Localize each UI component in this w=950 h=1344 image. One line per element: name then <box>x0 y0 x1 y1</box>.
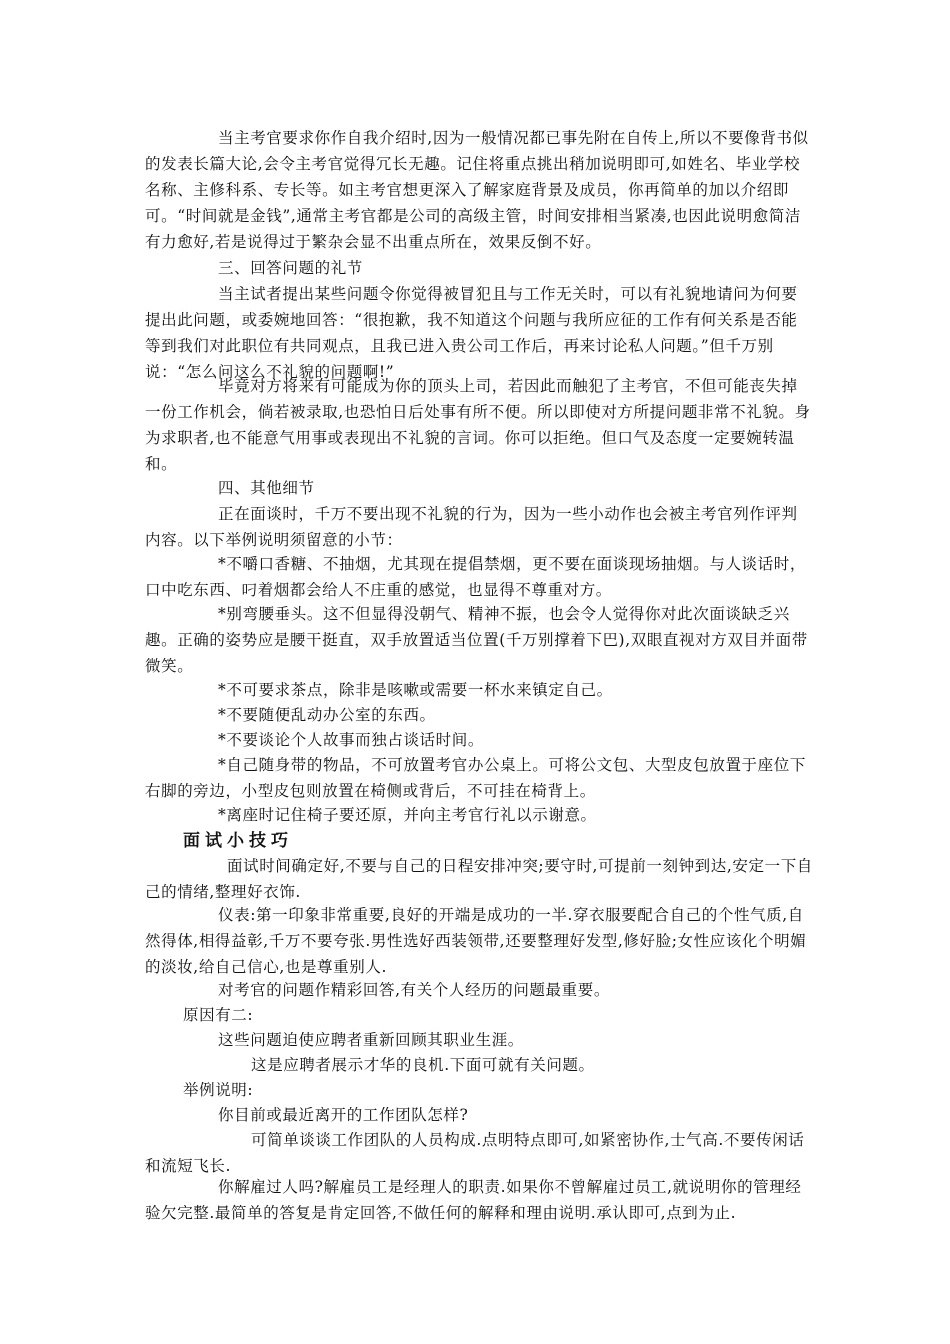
paragraph-answer-questions: 对考官的问题作精彩回答,有关个人经历的问题最重要。 <box>218 981 610 999</box>
label-two-reasons: 原因有二: <box>183 1006 254 1024</box>
paragraph-appearance: 仪表:第一印象非常重要,良好的开端是成功的一半.穿衣服要配合自己的个性气质,自然得体,相得益彰,千万不要夸张.男性选好西装领带,还要整理好发型,修好脸;女性应该化个明媚的淡妆,给自己信心,也是尊重别人. <box>145 906 807 976</box>
example-question-firing: 你解雇过人吗?解雇员工是经理人的职责.如果你不曾解雇过员工,就说明你的管理经验欠完整.最简单的答复是肯定回答,不做任何的解释和理由说明.承认即可,点到为止. <box>145 1178 802 1222</box>
paragraph-politeness: 毕竟对方将来有可能成为你的顶头上司，若因此而触犯了主考官，不但可能丧失掉一份工作机会，倘若被录取,也恐怕日后处事有所不便。所以即使对方所提问题非常不礼貌。身为求职者,也不能意气用事或表现出不礼貌的言词。你可以拒绝。但口气及态度一定要婉转温和。 <box>145 377 811 473</box>
reason-one: 这些问题迫使应聘者重新回顾其职业生涯。 <box>218 1031 524 1049</box>
example-question-team: 你目前或最近离开的工作团队怎样? <box>218 1106 469 1124</box>
example-answer-team: 可简单谈谈工作团队的人员构成.点明特点即可,如紧密协作,士气高.不要传闲话和流短飞长. <box>145 1131 805 1175</box>
bullet-personal-stories: *不要谈论个人故事而独占谈话时间。 <box>218 731 484 749</box>
reason-two: 这是应聘者展示才华的良机.下面可就有关问题。 <box>251 1056 595 1074</box>
bullet-posture: *别弯腰垂头。这不但显得没朝气、精神不振，也会令人觉得你对此次面谈缺乏兴趣。正确的姿势应是腰干挺直，双手放置适当位置(千万别撑着下巴),双眼直视对方双目并面带微笑。 <box>145 605 808 675</box>
bullet-office-items: *不要随便乱动办公室的东西。 <box>218 706 436 724</box>
bullet-no-gum-smoking: *不嚼口香糖、不抽烟，尤其现在提倡禁烟，更不要在面谈现场抽烟。与人谈话时，口中吃东西、叼着烟都会给人不庄重的感觉，也显得不尊重对方。 <box>145 555 806 599</box>
bullet-no-refreshments: *不可要求茶点，除非是咳嗽或需要一杯水来镇定自己。 <box>218 681 613 699</box>
paragraph-details-intro: 正在面谈时，千万不要出现不礼貌的行为，因为一些小动作也会被主考官列作评判内容。以下举例说明须留意的小节： <box>145 505 798 549</box>
paragraph-offensive-questions: 当主试者提出某些问题令你觉得被冒犯且与工作无关时，可以有礼貌地请问为何要提出此问题，或委婉地回答：“很抱歉，我不知道这个问题与我所应征的工作有何关系是否能等到我们对此职位有共同观点，且我已进入贵公司工作后，再来讨论私人问题。”但千万别说：“怎么问这么不礼貌的问题啊!” <box>145 285 798 381</box>
bullet-leaving: *离座时记住椅子要还原，并向主考官行礼以示谢意。 <box>218 806 597 824</box>
label-examples: 举例说明: <box>183 1081 254 1099</box>
bullet-belongings: *自己随身带的物品，不可放置考官办公桌上。可将公文包、大型皮包放置于座位下右脚的旁边，小型皮包则放置在椅侧或背后，不可挂在椅背上。 <box>145 756 806 800</box>
paragraph-self-intro: 当主考官要求你作自我介绍时,因为一般情况都已事先附在自传上,所以不要像背书似的发表长篇大论,会令主考官觉得冗长无趣。记住将重点挑出稍加说明即可,如姓名、毕业学校名称、主修科系、专长等。如主考官想更深入了解家庭背景及成员，你再简单的加以介绍即可。“时间就是金钱”,通常主考官都是公司的高级主管，时间安排相当紧凑,也因此说明愈简洁有力愈好,若是说得过于繁杂会显不出重点所在，效果反倒不好。 <box>145 129 809 251</box>
section-heading-other-details: 四、其他细节 <box>218 479 315 497</box>
paragraph-punctuality: 面试时间确定好,不要与自己的日程安排冲突;要守时,可提前一刻钟到达,安定一下自己的情绪,整理好衣饰. <box>145 857 813 901</box>
section-title-interview-tips: 面试小技巧 <box>183 831 293 851</box>
section-heading-answer-etiquette: 三、回答问题的礼节 <box>218 259 363 277</box>
